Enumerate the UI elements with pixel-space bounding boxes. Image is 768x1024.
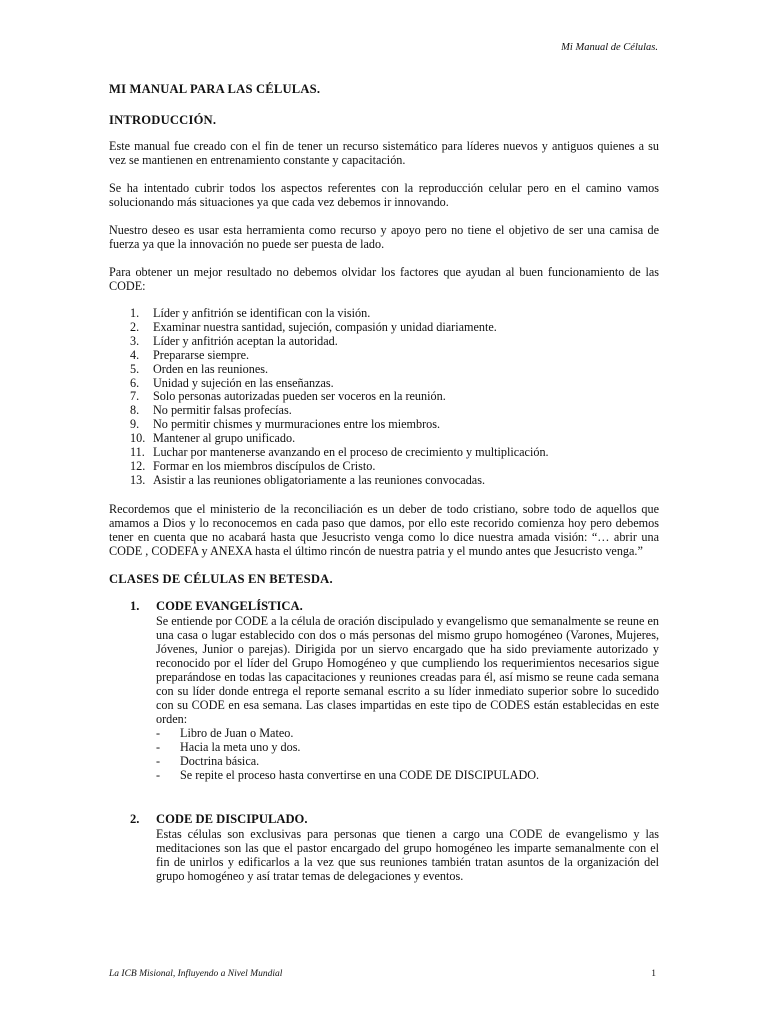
- section-paragraph: Se entiende por CODE a la célula de oración discipulado y evangelismo que semanalmente se reune en una casa o lugar establecido con dos o más personas del mismo grupo homogéneo (Varones, Mujeres, Jóvenes, Junior o parejas). Dirigida por un siervo encargado que ha sido previamente autorizado y reconocido por el líder del Grupo Homogéneo y que cumpliendo los requerimientos necesarios sigue preparándose en todas las capacitaciones y reuniones creadas para él, así mismo se reune cada semana con su líder donde entrega el reporte semanal escrito a su líder inmediato superior sobre lo sucedido con su CODE en esa semana. Las clases impartidas en este tipo de CODES están establecidas en este orden:: [156, 613, 659, 726]
- dash-bullet: -: [156, 739, 161, 754]
- list-number: 3.: [130, 333, 140, 348]
- section-heading-clases: CLASES DE CÉLULAS EN BETESDA.: [109, 571, 333, 586]
- list-item: [109, 307, 659, 321]
- list-item-text: Prepararse siempre.: [153, 347, 250, 362]
- list-item: [109, 377, 659, 391]
- list-item-text: No permitir chismes y murmuraciones entre los miembros.: [153, 417, 441, 432]
- list-item: [156, 726, 659, 740]
- section-body: [156, 827, 659, 883]
- section-heading-introduccion: INTRODUCCIÓN.: [109, 113, 217, 127]
- paragraph: Se ha intentado cubrir todos los aspectos referentes con la reproducción celular pero en el camino vamos solucionando más situaciones ya que cada vez debemos ir innovando.: [109, 181, 659, 209]
- section-code-evangelistica: [109, 599, 659, 782]
- list-item: [109, 321, 659, 335]
- section-number: 2.: [130, 811, 140, 826]
- list-number: 9.: [130, 417, 140, 432]
- section-title: [109, 599, 659, 613]
- list-item-text: Formar en los miembros discípulos de Cristo.: [153, 458, 376, 473]
- running-header: Mi Manual de Células.: [561, 42, 658, 53]
- list-number: 12.: [130, 458, 146, 473]
- list-item: [109, 335, 659, 349]
- dash-bullet: -: [156, 767, 161, 782]
- list-item: [109, 432, 659, 446]
- list-item-text: Asistir a las reuniones obligatoriamente a las reuniones convocadas.: [153, 472, 486, 487]
- list-item-text: Luchar por mantenerse avanzando en el proceso de crecimiento y multiplicación.: [153, 445, 549, 460]
- list-number: 6.: [130, 375, 140, 390]
- list-number: 10.: [130, 431, 146, 446]
- closing-paragraph: Recordemos que el ministerio de la reconciliación es un deber de todo cristiano, sobre todo de aquellos que amamos a Dios y lo reconocemos en cada paso que damos, por ello este recorido comienza hoy pero debemos tener en cuenta que no acabará hasta que Jesucristo venga como lo dice nuestra amada visión: “… abrir una CODE , CODEFA y ANEXA hasta el último rincón de nuestra patria y el mundo antes que Jesucristo venga.”: [109, 501, 659, 558]
- section-title: [109, 812, 659, 826]
- list-number: 1.: [130, 306, 140, 320]
- document-body: [109, 82, 659, 883]
- footer-text: La ICB Misional, Influyendo a Nivel Mundial: [109, 969, 283, 979]
- list-item-text: Mantener al grupo unificado.: [153, 431, 296, 446]
- list-item-text: Líder y anfitrión se identifican con la visión.: [153, 306, 371, 320]
- list-number: 4.: [130, 347, 140, 362]
- list-item: [156, 768, 659, 782]
- list-item-text: Solo personas autorizadas pueden ser voceros en la reunión.: [153, 389, 446, 404]
- list-item-text: Orden en las reuniones.: [153, 361, 269, 376]
- list-item-text: Hacia la meta uno y dos.: [180, 739, 301, 754]
- list-item-text: Examinar nuestra santidad, sujeción, compasión y unidad diariamente.: [153, 319, 497, 334]
- list-item-text: Doctrina básica.: [180, 753, 260, 768]
- list-item-text: Unidad y sujeción en las enseñanzas.: [153, 375, 334, 390]
- list-number: 7.: [130, 389, 140, 404]
- list-item: [109, 363, 659, 377]
- list-number: 13.: [130, 472, 146, 487]
- paragraph: Nuestro deseo es usar esta herramienta como recurso y apoyo pero no tiene el objetivo de ser una camisa de fuerza ya que la innovación no puede ser puesta de lado.: [109, 223, 659, 251]
- section-body: [156, 614, 659, 782]
- factors-list: [109, 307, 659, 488]
- page-number: 1: [651, 969, 656, 979]
- list-item: [109, 390, 659, 404]
- section-title-text: CODE EVANGELÍSTICA.: [156, 598, 303, 613]
- list-item: [156, 754, 659, 768]
- list-number: 11.: [130, 445, 145, 460]
- section-title-text: CODE DE DISCIPULADO.: [156, 811, 308, 826]
- list-item-text: Se repite el proceso hasta convertirse en una CODE DE DISCIPULADO.: [180, 767, 540, 782]
- list-number: 2.: [130, 319, 140, 334]
- list-item-text: Libro de Juan o Mateo.: [180, 725, 294, 740]
- dash-bullet: -: [156, 753, 161, 768]
- section-number: 1.: [130, 598, 140, 613]
- list-number: 8.: [130, 403, 140, 418]
- list-number: 5.: [130, 361, 140, 376]
- dash-bullet: -: [156, 725, 161, 740]
- list-item: [109, 474, 659, 488]
- section-paragraph: Estas células son exclusivas para personas que tienen a cargo una CODE de evangelismo y las meditaciones son las que el pastor encargado del grupo homogéneo les imparte semanalmente con el fin de unirlos y edificarlos a la vez que sus reuniones también tratan asuntos de la organización del grupo homogéneo y así tratar temas de delegaciones y eventos.: [156, 826, 659, 883]
- paragraph: Para obtener un mejor resultado no debemos olvidar los factores que ayudan al buen funcionamiento de las CODE:: [109, 265, 659, 293]
- list-item: [109, 349, 659, 363]
- classes-list: [156, 726, 659, 782]
- list-item-text: No permitir falsas profecías.: [153, 403, 292, 418]
- list-item-text: Líder y anfitrión aceptan la autoridad.: [153, 333, 338, 348]
- list-item: [109, 460, 659, 474]
- paragraph: Este manual fue creado con el fin de tener un recurso sistemático para líderes nuevos y antiguos quienes a su vez se mantienen en entrenamiento constante y capacitación.: [109, 139, 659, 167]
- list-item: [109, 404, 659, 418]
- list-item: [156, 740, 659, 754]
- document-title: MI MANUAL PARA LAS CÉLULAS.: [109, 82, 321, 96]
- list-item: [109, 446, 659, 460]
- list-item: [109, 418, 659, 432]
- section-code-discipulado: [109, 812, 659, 883]
